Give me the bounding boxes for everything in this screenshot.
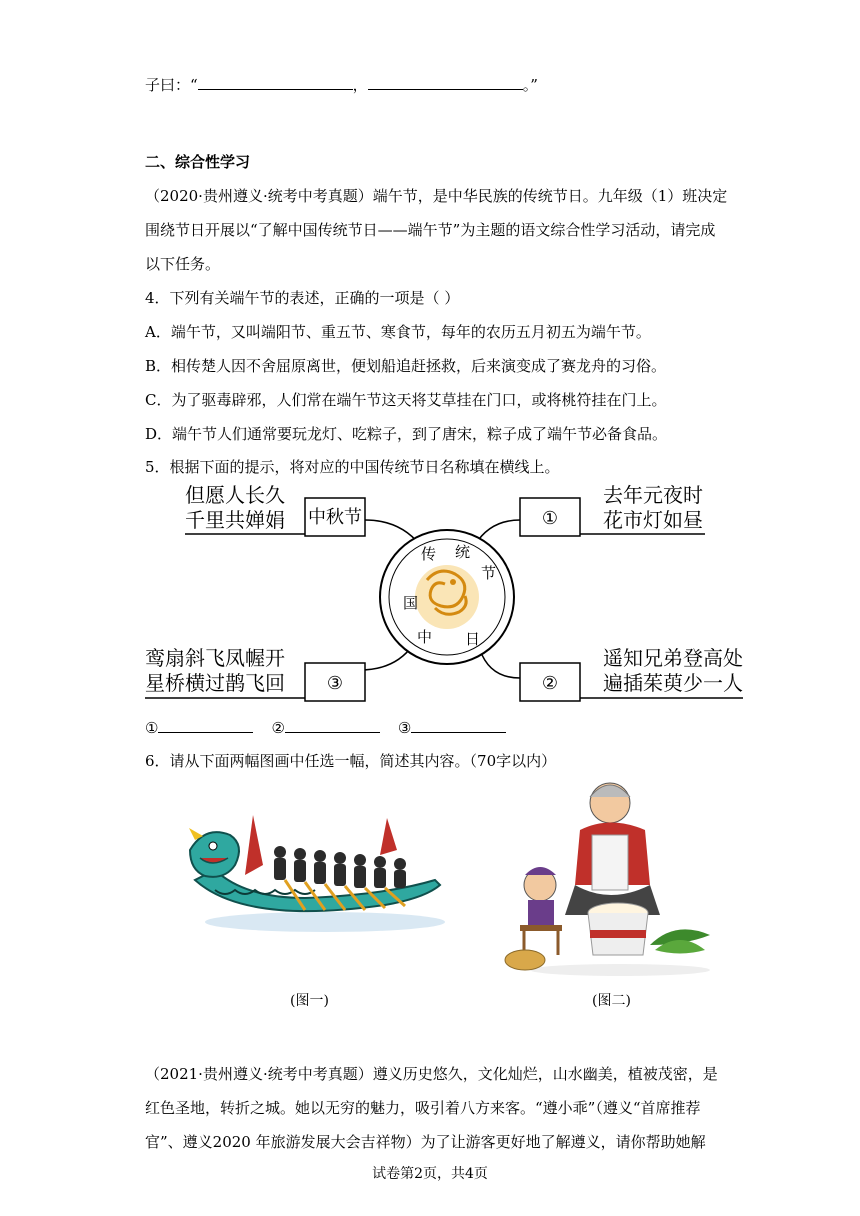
quote-prefix: 子曰：“ [145, 76, 198, 94]
bottom-left-line1: 鸾扇斜飞凤幄开 [145, 646, 285, 670]
box-mid-autumn-label: 中秋节 [308, 507, 362, 528]
q5-answer-line [145, 718, 506, 738]
traditional-festival-emblem [380, 530, 514, 664]
blank-2[interactable] [368, 75, 523, 90]
emblem-char-6: 国 [403, 594, 419, 612]
next-paragraph-line-2: 红色圣地，转折之城。她以无穷的魅力，吸引着八方来客。“遵小乖”（遵义“首席推荐 [145, 1099, 701, 1117]
q4-option-b[interactable]: B．相传楚人因不舍屈原离世，便划船追赶拯救，后来演变成了赛龙舟的习俗。 [145, 357, 667, 375]
dragon-icon [415, 565, 479, 629]
quote-end: 。” [522, 76, 538, 94]
top-right-line2: 花市灯如昼 [603, 508, 703, 532]
quote-separator: ， [352, 76, 368, 94]
answer-1-blank[interactable] [158, 718, 253, 733]
answer-2-blank[interactable] [285, 718, 380, 733]
bottom-right-line1: 遥知兄弟登高处 [603, 646, 743, 670]
q4-option-a[interactable]: A．端午节，又叫端阳节、重五节、寒食节，每年的农历五月初五为端午节。 [145, 323, 651, 341]
page-footer: 试卷第2页，共4页 [372, 1166, 488, 1182]
q6-stem: 6．请从下面两幅图画中任选一幅，简述其内容。（70字以内） [145, 752, 557, 770]
reed-leaves-icon [650, 929, 710, 953]
intro-line-3: 以下任务。 [145, 255, 221, 273]
emblem-char-4: 日 [465, 630, 481, 648]
bottom-left-line2: 星桥横过鹊飞回 [145, 671, 285, 695]
emblem-char-5: 中 [417, 628, 433, 646]
rice-bucket [588, 903, 648, 955]
dragon-head-icon [189, 828, 239, 877]
festival-mind-map [145, 480, 745, 710]
answer-3-marker: ③ [397, 719, 412, 737]
emblem-char-3: 节 [481, 564, 497, 582]
answer-3-blank[interactable] [411, 718, 506, 733]
emblem-char-1: 传 [421, 545, 437, 563]
confucius-quote-line [145, 75, 538, 95]
intro-line-1: （2020·贵州遵义·统考中考真题）端午节，是中华民族的传统节日。九年级（1）班决定 [145, 187, 728, 205]
emblem-char-2: 统 [455, 543, 471, 561]
next-paragraph-line-3: 官”、遵义2020 年旅游发展大会吉祥物）为了让游客更好地了解遵义，请你帮助她解 [145, 1133, 706, 1151]
straw-hat-icon [505, 950, 545, 970]
bottom-right-line2: 遍插茱萸少一人 [603, 671, 743, 695]
q4-option-d[interactable]: D．端午节人们通常要玩龙灯、吃粽子，到了唐宋，粽子成了端午节必备食品。 [145, 425, 668, 443]
box-2-label: ② [541, 673, 559, 694]
top-left-line1: 但愿人长久 [185, 483, 285, 507]
zongzi-making-illustration [500, 775, 715, 980]
blank-1[interactable] [198, 75, 353, 90]
child-figure [520, 867, 562, 955]
answer-1-marker: ① [145, 719, 159, 737]
q4-stem: 4．下列有关端午节的表述，正确的一项是（ ） [145, 289, 460, 307]
intro-line-2: 围绕节日开展以“了解中国传统节日——端午节”为主题的语文综合性学习活动，请完成 [145, 221, 716, 239]
next-paragraph-line-1: （2021·贵州遵义·统考中考真题）遵义历史悠久，文化灿烂，山水幽美，植被茂密，是 [145, 1065, 718, 1083]
grandmother-figure [565, 783, 660, 915]
caption-figure-1: (图一) [290, 993, 329, 1009]
dragon-boat-illustration [185, 810, 450, 940]
box-1-label: ① [541, 508, 559, 529]
answer-2-marker: ② [271, 719, 285, 737]
section-title: 二、综合性学习 [145, 153, 251, 171]
top-left-line2: 千里共婵娟 [185, 508, 285, 532]
q4-option-c[interactable]: C．为了驱毒辟邪，人们常在端午节这天将艾草挂在门口，或将桃符挂在门上。 [145, 391, 667, 409]
top-right-line1: 去年元夜时 [603, 483, 703, 507]
q5-stem: 5．根据下面的提示，将对应的中国传统节日名称填在横线上。 [145, 458, 560, 476]
box-3-label: ③ [326, 673, 344, 694]
caption-figure-2: (图二) [592, 993, 631, 1009]
